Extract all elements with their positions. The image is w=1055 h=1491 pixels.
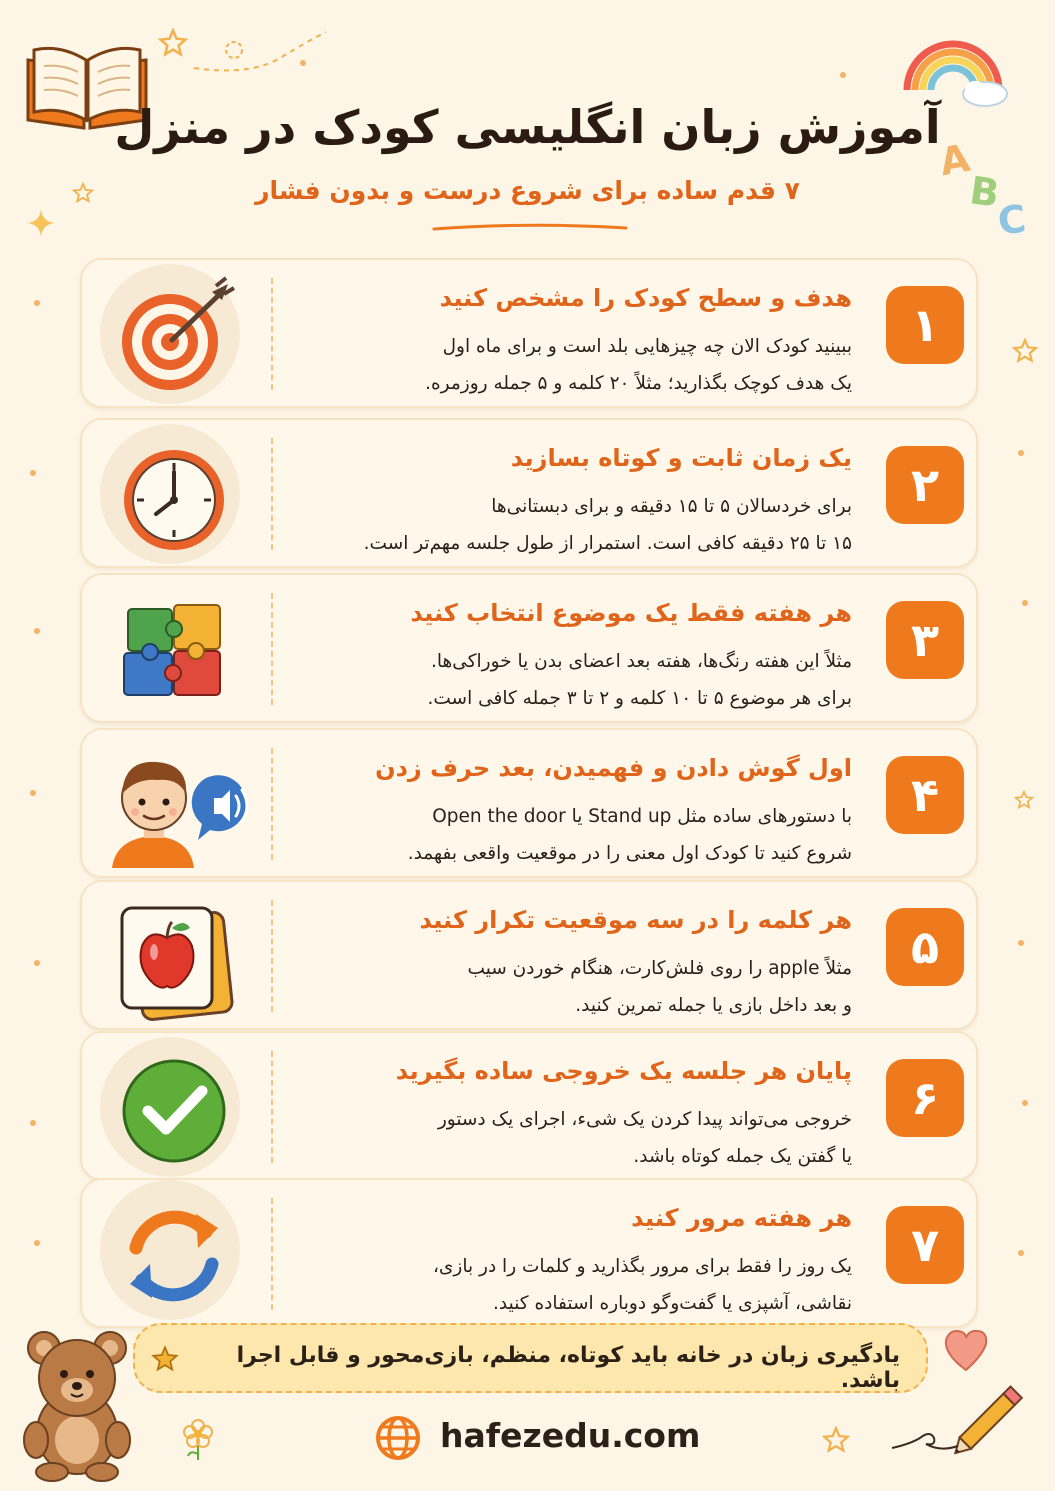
star-outline-icon (822, 1426, 850, 1454)
step-line: یک هدف کوچک بگذارید؛ مثلاً ۲۰ کلمه و ۵ جمله روزمره. (425, 373, 852, 394)
apple-flashcard-icon (110, 894, 238, 1022)
step-description (292, 488, 852, 562)
dashed-divider (271, 1051, 273, 1163)
step-line: و بعد داخل بازی یا جمله تمرین کنید. (575, 995, 852, 1016)
child-listening-icon (102, 742, 262, 870)
flower-icon (180, 1416, 216, 1462)
sparkle-icon (26, 206, 56, 240)
decor-dot (840, 72, 846, 78)
step-description (292, 1101, 852, 1175)
step-line: شروع کنید تا کودک اول معنی را در موقعیت واقعی بفهمد. (407, 843, 852, 864)
target-icon (110, 272, 238, 400)
decor-dot (1018, 940, 1024, 946)
step-heading: اول گوش دادن و فهمیدن، بعد حرف زدن (375, 754, 852, 782)
step-number: ۳ (886, 601, 964, 679)
dashed-divider (271, 900, 273, 1012)
decor-dot (34, 1240, 40, 1246)
clock-icon (110, 432, 238, 560)
step-line: مثلاً این هفته رنگ‌ها، هفته بعد اعضای بدن یا خوراکی‌ها. (431, 651, 852, 672)
website-link[interactable]: hafezedu.com (440, 1416, 701, 1455)
step-heading: هر هفته فقط یک موضوع انتخاب کنید (410, 599, 852, 627)
letter-c: C (995, 196, 1029, 244)
decor-dot (1018, 450, 1024, 456)
dashed-divider (271, 278, 273, 390)
dashed-trail-icon (190, 28, 330, 78)
decor-dot (30, 1120, 36, 1126)
step-line: نقاشی، آشپزی یا گفت‌وگو دوباره استفاده کنید. (493, 1293, 852, 1314)
step-heading: پایان هر جلسه یک خروجی ساده بگیرید (395, 1057, 852, 1085)
step-card-4 (80, 728, 978, 878)
step-line: مثلاً apple را روی فلش‌کارت، هنگام خوردن سیب (467, 958, 852, 979)
step-heading: یک زمان ثابت و کوتاه بسازید (510, 444, 852, 472)
step-line: برای خردسالان ۵ تا ۱۵ دقیقه و برای دبستانی‌ها (491, 496, 852, 517)
step-card-5 (80, 880, 978, 1030)
tip-text: یادگیری زبان در خانه باید کوتاه، منظم، بازی‌محور و قابل اجرا باشد. (236, 1343, 900, 1393)
step-number: ۵ (886, 908, 964, 986)
step-line: یک روز را فقط برای مرور بگذارید و کلمات را در بازی، (432, 1256, 852, 1277)
step-line: ۱۵ تا ۲۵ دقیقه کافی است. استمرار از طول جلسه مهم‌تر است. (363, 533, 852, 554)
letter-b: B (967, 168, 1002, 216)
step-number: ۲ (886, 446, 964, 524)
dashed-divider (271, 438, 273, 550)
dashed-divider (271, 593, 273, 705)
step-line: خروجی می‌تواند پیدا کردن یک شیء، اجرای یک دستور (437, 1109, 852, 1130)
decor-dot (34, 960, 40, 966)
step-line: ببینید کودک الان چه چیزهایی بلد است و برای ماه اول (442, 336, 852, 357)
subtitle-underline (430, 220, 630, 234)
star-icon (158, 28, 188, 58)
step-number: ۴ (886, 756, 964, 834)
dashed-divider (271, 1198, 273, 1310)
puzzle-icon (110, 587, 238, 715)
step-description (292, 798, 852, 872)
star-icon (151, 1345, 179, 1373)
checkmark-icon (110, 1045, 238, 1173)
step-description (292, 1248, 852, 1322)
step-heading: هر کلمه را در سه موقعیت تکرار کنید (419, 906, 852, 934)
decor-dot (30, 470, 36, 476)
step-line: برای هر موضوع ۵ تا ۱۰ کلمه و ۲ تا ۳ جمله کافی است. (427, 688, 852, 709)
decor-dot (1022, 600, 1028, 606)
page-title: آموزش زبان انگلیسی کودک در منزل (114, 100, 941, 154)
step-number: ۱ (886, 286, 964, 364)
step-description (292, 643, 852, 717)
step-description (292, 950, 852, 1024)
dashed-divider (271, 748, 273, 860)
heart-icon (940, 1326, 992, 1374)
decor-dot (1018, 1250, 1024, 1256)
step-heading: هر هفته مرور کنید (631, 1204, 852, 1232)
tip-banner (133, 1323, 928, 1393)
step-card-6 (80, 1031, 978, 1181)
step-number: ۷ (886, 1206, 964, 1284)
star-outline-icon (1012, 338, 1038, 364)
page-subtitle: ۷ قدم ساده برای شروع درست و بدون فشار (255, 176, 800, 205)
step-number: ۶ (886, 1059, 964, 1137)
decor-dot (30, 790, 36, 796)
decor-dot (34, 628, 40, 634)
step-line: یا گفتن یک جمله کوتاه باشد. (633, 1146, 852, 1167)
decor-dot (34, 300, 40, 306)
step-heading: هدف و سطح کودک را مشخص کنید (439, 284, 852, 312)
step-line: با دستورهای ساده مثل Stand up یا Open the door (432, 806, 852, 827)
step-card-2 (80, 418, 978, 568)
letter-a: A (936, 135, 974, 185)
swirl-line-icon (890, 1424, 960, 1454)
teddy-bear-icon (14, 1322, 144, 1482)
decor-dot (300, 60, 306, 66)
step-card-3 (80, 573, 978, 723)
step-description (292, 328, 852, 402)
step-card-7 (80, 1178, 978, 1328)
decor-dot (1022, 1100, 1028, 1106)
globe-icon (374, 1414, 422, 1462)
star-outline-icon (1014, 790, 1034, 810)
refresh-icon (110, 1192, 238, 1320)
step-card-1 (80, 258, 978, 408)
